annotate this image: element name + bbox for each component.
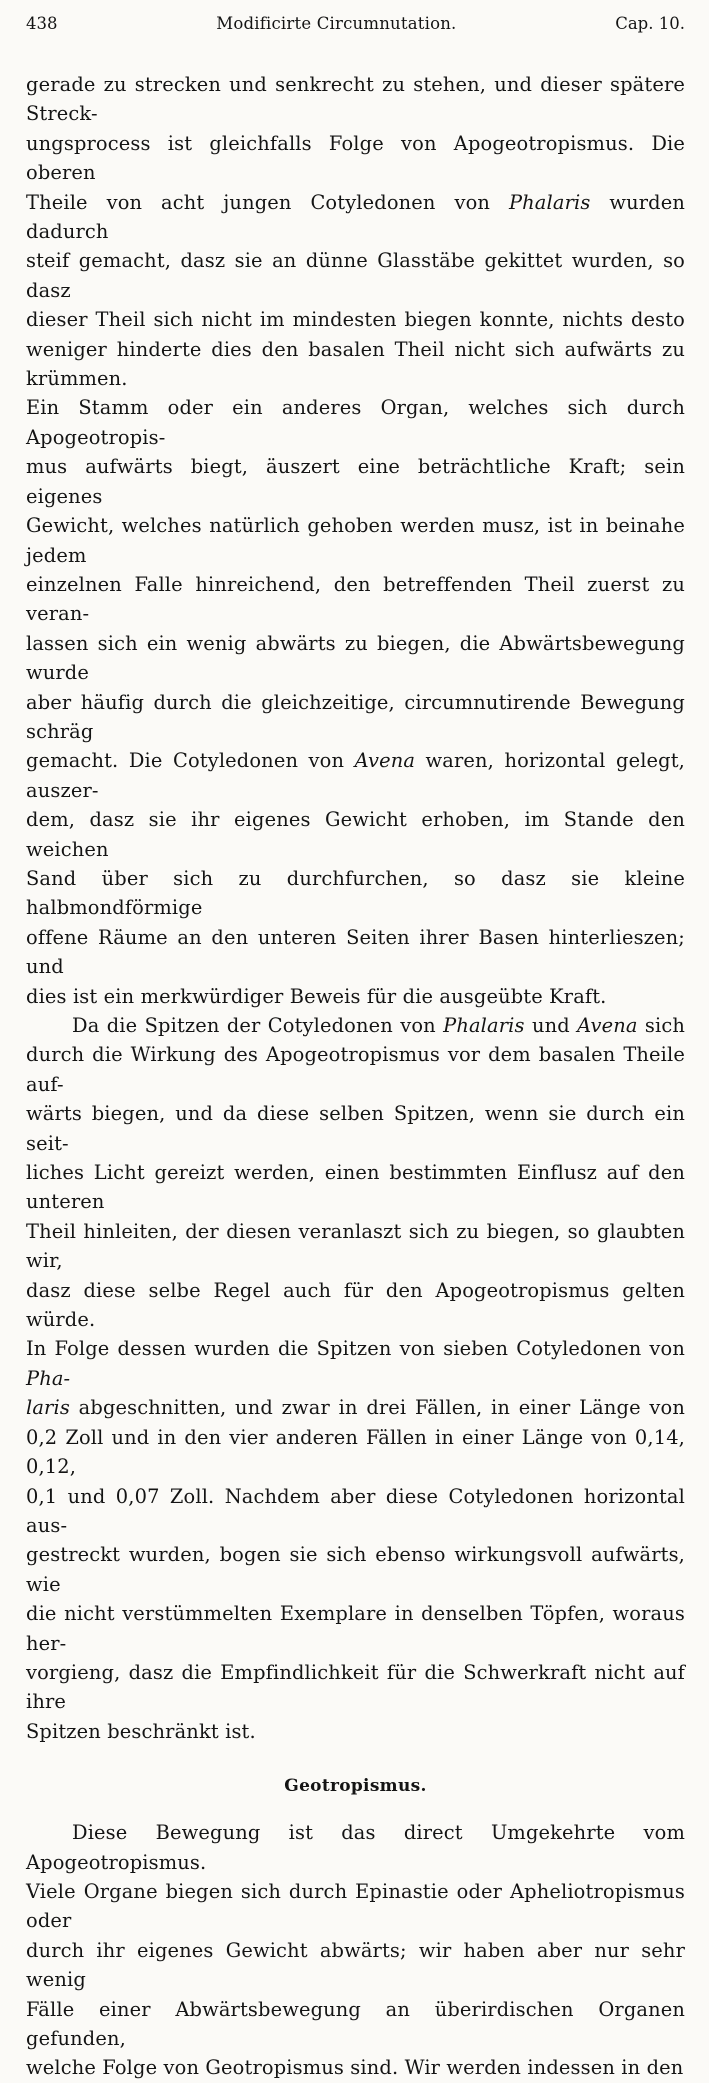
text-line: gestreckt wurden, bogen sie sich ebenso wirkungsvoll aufwärts, wie <box>26 1543 685 1596</box>
text-line: Da die Spitzen der Cotyledonen von Phalaris und Avena sich <box>72 1014 686 1037</box>
text-line: lassen sich ein wenig abwärts zu biegen, die Abwärtsbewegung wurde <box>26 631 685 685</box>
text-line: durch ihr eigenes Gewicht abwärts; wir haben aber nur sehr wenig <box>26 1938 685 1992</box>
paragraph-1 <box>26 70 685 1011</box>
section-heading: Geotropismus. <box>284 1776 427 1797</box>
text-line: Sand über sich zu durchfurchen, so dasz sie kleine halbmondförmige <box>26 866 685 920</box>
text-line: dasz diese selbe Regel auch für den Apogeotropismus gelten würde. <box>26 1278 685 1332</box>
text-line: 0,1 und 0,07 Zoll. Nachdem aber diese Cotyledonen horizontal aus- <box>26 1484 685 1537</box>
text-line: Spitzen beschränkt ist. <box>26 1719 256 1743</box>
running-title: Modificirte Circumnutation. <box>216 14 457 33</box>
text-line: dem, dasz sie ihr eigenes Gewicht erhoben, im Stande den weichen <box>26 808 685 861</box>
text-line: die nicht verstümmelten Exemplare in denselben Töpfen, woraus her- <box>26 1602 685 1655</box>
text-line: Ein Stamm oder ein anderes Organ, welches sich durch Apogeotropis- <box>26 396 685 449</box>
text-line: einzelnen Falle hinreichend, den betreffenden Theil zuerst zu veran- <box>26 572 685 626</box>
paragraph-3 <box>26 1818 685 2083</box>
text-line: Theil hinleiten, der diesen veranlaszt sich zu biegen, so glaubten wir, <box>26 1219 685 1273</box>
text-line: aber häufig durch die gleichzeitige, circumnutirende Bewegung schräg <box>26 690 685 743</box>
text-line: dieser Theil sich nicht im mindesten biegen konnte, nichts desto <box>26 308 685 332</box>
text-line: ungsprocess ist gleichfalls Folge von Apogeotropismus. Die oberen <box>26 131 685 185</box>
text-line: Theile von acht jungen Cotyledonen von Phalaris wurden dadurch <box>26 190 685 244</box>
text-line: steif gemacht, dasz sie an dünne Glasstäbe gekittet wurden, so dasz <box>26 249 685 302</box>
text-line: durch die Wirkung des Apogeotropismus vor dem basalen Theile auf- <box>26 1043 685 1096</box>
text-line: vorgieng, dasz die Empfindlichkeit für die Schwerkraft nicht auf ihre <box>26 1660 685 1714</box>
chapter-label: Cap. 10. <box>615 14 685 33</box>
text-line: laris abgeschnitten, und zwar in drei Fällen, in einer Länge von <box>26 1396 685 1420</box>
text-line: offene Räume an den unteren Seiten ihrer Basen hinterlieszen; und <box>26 925 685 979</box>
page-number: 438 <box>26 14 58 33</box>
text-line: Viele Organe biegen sich durch Epinastie oder Apheliotropismus oder <box>26 1879 685 1933</box>
body-text-2 <box>26 1818 685 2083</box>
text-line: liches Licht gereizt werden, einen bestimmten Einflusz auf den unteren <box>26 1161 685 1214</box>
text-line: Fälle einer Abwärtsbewegung an überirdischen Organen gefunden, <box>26 1997 685 2050</box>
paragraph-2 <box>26 1011 685 1746</box>
text-line: weniger hinderte dies den basalen Theil nicht sich aufwärts zu krümmen. <box>26 337 685 391</box>
body-text <box>26 70 685 1746</box>
text-line: Diese Bewegung ist das direct Umgekehrte vom Apogeotropismus. <box>26 1821 685 1874</box>
text-line: dies ist ein merkwürdiger Beweis für die ausgeübte Kraft. <box>26 984 607 1008</box>
text-line: 0,2 Zoll und in den vier anderen Fällen in einer Länge von 0,14, 0,12, <box>26 1425 685 1479</box>
text-line: Gewicht, welches natürlich gehoben werden musz, ist in beinahe jedem <box>26 514 685 567</box>
text-line: wärts biegen, und da diese selben Spitzen, wenn sie durch ein seit- <box>26 1102 685 1155</box>
text-line: mus aufwärts biegt, äuszert eine beträchtliche Kraft; sein eigenes <box>26 455 685 508</box>
text-line: welche Folge von Geotropismus sind. Wir werden indessen in den <box>26 2056 684 2080</box>
text-line: gerade zu strecken und senkrecht zu stehen, und dieser spätere Streck- <box>26 73 685 126</box>
running-header <box>26 14 685 40</box>
text-line: In Folge dessen wurden die Spitzen von sieben Cotyledonen von Pha- <box>26 1337 685 1390</box>
text-line: gemacht. Die Cotyledonen von Avena waren, horizontal gelegt, auszer- <box>26 749 685 802</box>
